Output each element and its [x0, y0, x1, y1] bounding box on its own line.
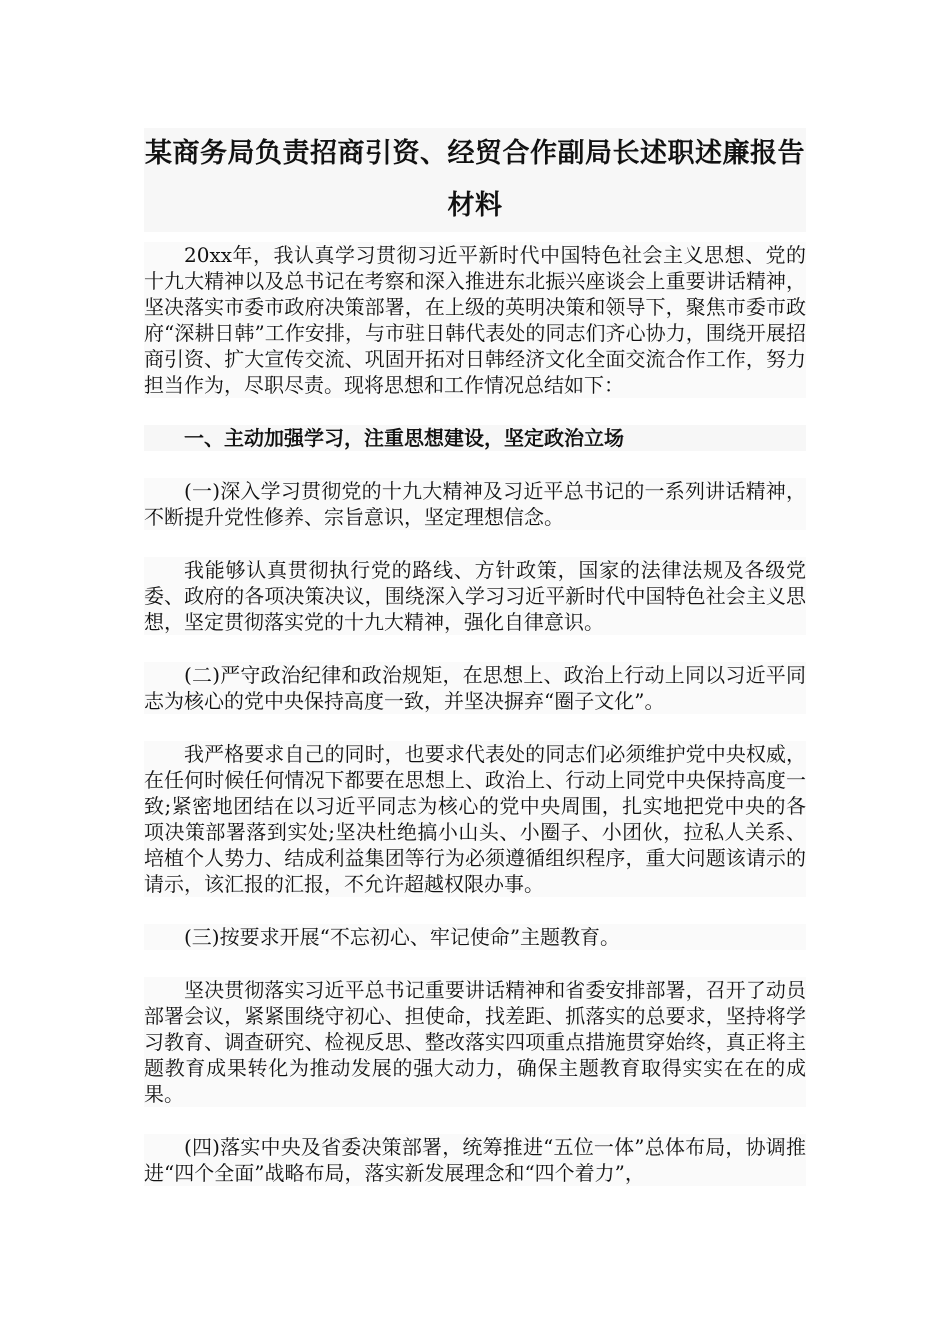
page-title: 某商务局负责招商引资、经贸合作副局长述职述廉报告材料	[144, 128, 806, 232]
paragraph: (二)严守政治纪律和政治规矩，在思想上、政治上行动上同以习近平同志为核心的党中央保持高度一致，并坚决摒弃“圈子文化”。	[144, 663, 806, 713]
paragraph: (三)按要求开展“不忘初心、牢记使命”主题教育。	[144, 924, 806, 950]
section-heading: 一、主动加强学习，注重思想建设，坚定政治立场	[144, 425, 806, 451]
paragraph: 坚决贯彻落实习近平总书记重要讲话精神和省委安排部署，召开了动员部署会议，紧紧围绕守初心、担使命，找差距、抓落实的总要求，坚持将学习教育、调查研究、检视反思、整改落实四项重点措施贯穿始终，真正将主题教育成果转化为推动发展的强大动力，确保主题教育取得实实在在的成果。	[144, 978, 806, 1106]
paragraph: 我能够认真贯彻执行党的路线、方针政策，国家的法律法规及各级党委、政府的各项决策决议，围绕深入学习习近平新时代中国特色社会主义思想，坚定贯彻落实党的十九大精神，强化自律意识。	[144, 558, 806, 634]
document-body	[144, 242, 806, 1213]
paragraph: 20xx年，我认真学习贯彻习近平新时代中国特色社会主义思想、党的十九大精神以及总书记在考察和深入推进东北振兴座谈会上重要讲话精神，坚决落实市委市政府决策部署，在上级的英明决策和领导下，聚焦市委市政府“深耕日韩”工作安排，与市驻日韩代表处的同志们齐心协力，围绕开展招商引资、扩大宣传交流、巩固开拓对日韩经济文化全面交流合作工作，努力担当作为，尽职尽责。现将思想和工作情况总结如下：	[144, 243, 806, 397]
paragraph: (一)深入学习贯彻党的十九大精神及习近平总书记的一系列讲话精神，不断提升党性修养、宗旨意识，坚定理想信念。	[144, 479, 806, 529]
paragraph: 我严格要求自己的同时，也要求代表处的同志们必须维护党中央权威，在任何时候任何情况下都要在思想上、政治上、行动上同党中央保持高度一致;紧密地团结在以习近平同志为核心的党中央周围，扎实地把党中央的各项决策部署落到实处;坚决杜绝搞小山头、小圈子、小团伙，拉私人关系、培植个人势力、结成利益集团等行为必须遵循组织程序，重大问题该请示的请示，该汇报的汇报，不允许超越权限办事。	[144, 742, 806, 896]
paragraph: (四)落实中央及省委决策部署，统筹推进“五位一体”总体布局，协调推进“四个全面”战略布局，落实新发展理念和“四个着力”，	[144, 1135, 806, 1185]
